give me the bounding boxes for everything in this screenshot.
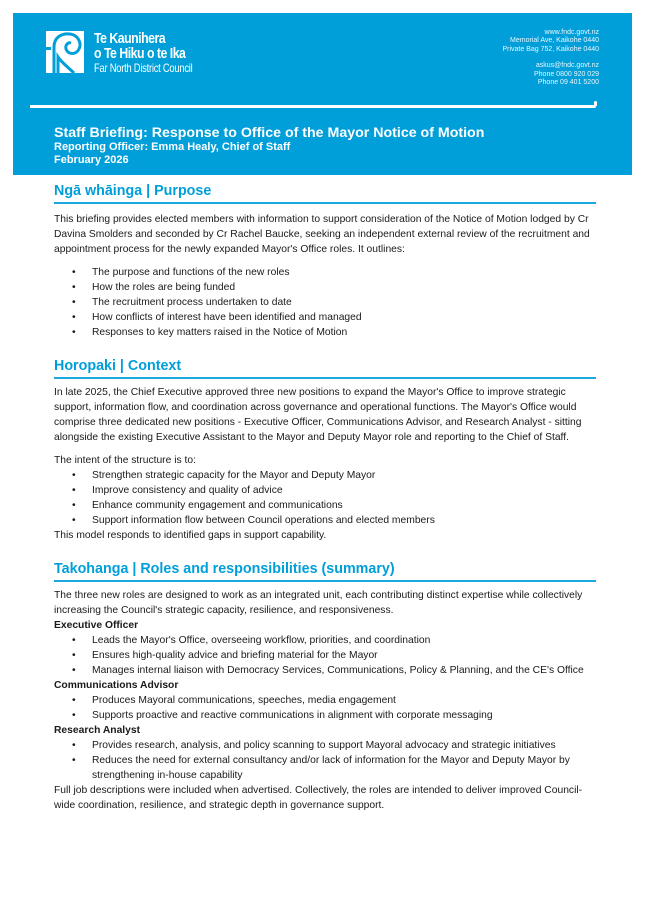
contact-details xyxy=(502,29,599,87)
header-divider xyxy=(30,105,596,108)
list-item: • How the roles are being funded xyxy=(54,280,594,295)
context-bullet-list xyxy=(54,468,594,528)
role-title-executive-officer: Executive Officer xyxy=(54,620,139,631)
list-item: • Ensures high-quality advice and briefing material for the Mayor xyxy=(54,648,594,663)
context-paragraph: In late 2025, the Chief Executive approved three new positions to expand the Mayor's Office to improve strategic support, information flow, and coordination across governance and operational functions. The Mayor's Office would comprise three dedicated new positions - Executive Officer, Communications Advisor, and Research Analyst - sitting alongside the existing Executive Assistant to the Mayor and Deputy Mayor role and reporting to the Chief of Staff. xyxy=(54,387,582,443)
fndc-koru-logo-icon xyxy=(44,27,88,77)
section-roles xyxy=(54,560,594,813)
phone-1: Phone 0800 920 029 xyxy=(533,70,599,78)
contact-spacer xyxy=(502,54,599,62)
context-intent-intro: The intent of the structure is to: xyxy=(54,455,196,466)
list-item: • The purpose and functions of the new roles xyxy=(54,265,594,280)
role-bullets-communications-advisor xyxy=(54,693,594,723)
purpose-bullet-list xyxy=(54,265,594,340)
document-title: Staff Briefing: Response to Office of the Mayor Notice of Motion xyxy=(54,125,485,141)
roles-intro: The three new roles are designed to work as an integrated unit, each contributing distinct expertise while collectively increasing the Council's strategic capacity, resilience, and responsiveness. xyxy=(54,590,583,616)
logo-text-line2: o Te Hiku o te Ika xyxy=(94,44,186,62)
section-context xyxy=(54,357,594,543)
document-body xyxy=(54,182,594,813)
email-link[interactable]: askus@fndc.govt.nz xyxy=(535,62,599,70)
role-bullets-executive-officer xyxy=(54,633,594,678)
logo-text-line1: Te Kaunihera xyxy=(94,29,166,47)
list-item: • Strengthen strategic capacity for the Mayor and Deputy Mayor xyxy=(54,468,594,483)
role-title-communications-advisor: Communications Advisor xyxy=(54,680,179,691)
address-line-2: Private Bag 752, Kaikohe 0440 xyxy=(502,45,599,53)
role-bullets-research-analyst xyxy=(54,738,594,783)
role-title-research-analyst: Research Analyst xyxy=(54,725,141,736)
list-item: • Produces Mayoral communications, speeches, media engagement xyxy=(54,693,594,708)
section-heading-context: Horopaki | Context xyxy=(54,357,596,379)
section-purpose xyxy=(54,182,594,340)
logo-text-line3: Far North District Council xyxy=(94,60,193,75)
section-heading-purpose: Ngā whāinga | Purpose xyxy=(54,182,596,204)
list-item: • Leads the Mayor's Office, overseeing workflow, priorities, and coordination xyxy=(54,633,594,648)
address-line-1: Memorial Ave, Kaikohe 0440 xyxy=(510,37,599,45)
list-item: • Responses to key matters raised in the Notice of Motion xyxy=(54,325,594,340)
list-item: • Manages internal liaison with Democracy Services, Communications, Policy & Planning, and the CE's Office xyxy=(54,663,594,678)
council-logo xyxy=(44,27,220,77)
website-link[interactable]: www.fndc.govt.nz xyxy=(544,29,599,36)
list-item: • Provides research, analysis, and policy scanning to support Mayoral advocacy and strategic initiatives xyxy=(54,738,594,753)
list-item: • Reduces the need for external consultancy and/or lack of information for the Mayor and Deputy Mayor by strengthening in-house capability xyxy=(54,753,594,783)
phone-2: Phone 09 401 5200 xyxy=(537,79,599,87)
document-title-block xyxy=(54,125,484,167)
context-closing: This model responds to identified gaps in support capability. xyxy=(54,530,327,541)
list-item: • Enhance community engagement and communications xyxy=(54,498,594,513)
list-item: • How conflicts of interest have been identified and managed xyxy=(54,310,594,325)
section-heading-roles: Takohanga | Roles and responsibilities (summary) xyxy=(54,560,596,582)
roles-closing: Full job descriptions were included when advertised. Collectively, the roles are intended to deliver improved Council-wide coordination, resilience, and strategic depth in governance support. xyxy=(54,785,583,811)
list-item: • Support information flow between Council operations and elected members xyxy=(54,513,594,528)
list-item: • The recruitment process undertaken to date xyxy=(54,295,594,310)
list-item: • Supports proactive and reactive communications in alignment with corporate messaging xyxy=(54,708,594,723)
list-item: • Improve consistency and quality of advice xyxy=(54,483,594,498)
reporting-officer: Reporting Officer: Emma Healy, Chief of Staff xyxy=(54,141,291,153)
document-date: February 2026 xyxy=(54,154,129,166)
purpose-intro: This briefing provides elected members with information to support consideration of the Notice of Motion lodged by Cr Davina Smolders and seconded by Cr Rachel Baucke, seeking an independent external review of the recruitment and appointment process for the newly expanded Mayor's Office roles. It outlines: xyxy=(54,214,590,255)
